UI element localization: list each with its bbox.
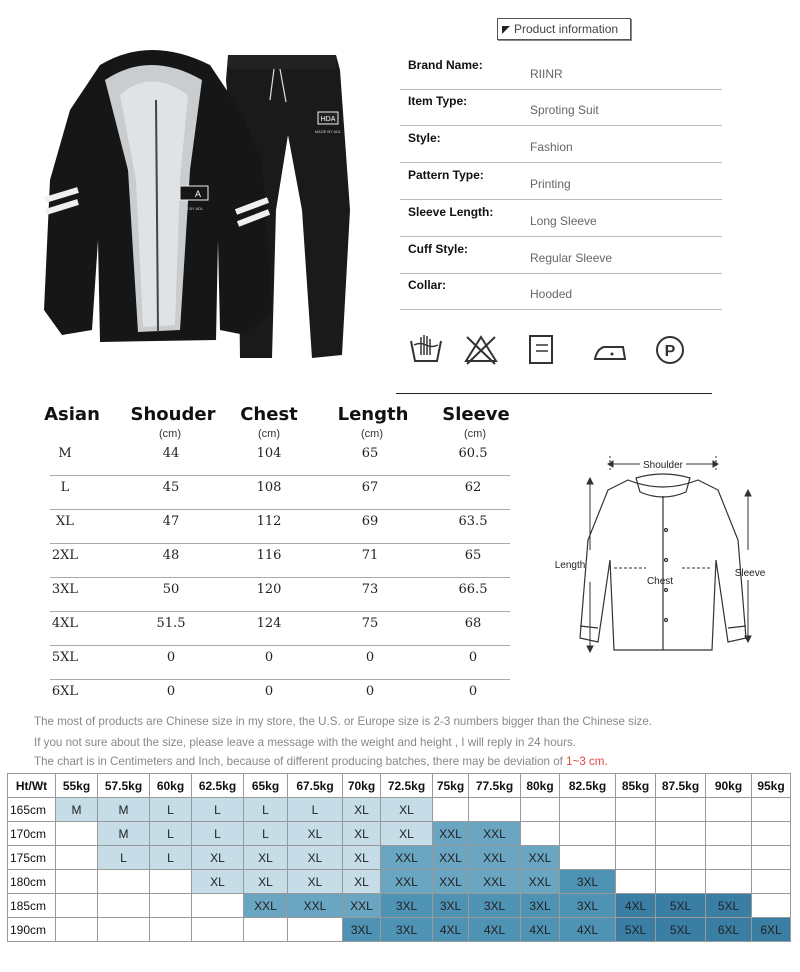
size-cell: 44	[162, 446, 180, 461]
size-recommendation-cell	[56, 870, 98, 894]
line-dry-icon	[524, 333, 560, 367]
size-recommendation-cell	[656, 798, 706, 822]
size-recommendation-cell: 4XL	[469, 918, 521, 942]
info-value: RIINR	[530, 67, 563, 81]
measurement-diagram	[548, 450, 778, 660]
info-key: Sleeve Length:	[408, 205, 494, 219]
height-row	[8, 846, 791, 870]
height-row	[8, 870, 791, 894]
size-cell: 6XL	[51, 684, 79, 699]
size-row	[50, 646, 510, 680]
weight-header: 82.5kg	[560, 774, 616, 798]
size-cell: 73	[361, 582, 379, 597]
size-recommendation-cell	[656, 822, 706, 846]
size-cell: 63.5	[458, 514, 488, 529]
size-cell: 104	[256, 446, 282, 461]
dry-clean-p-icon	[652, 333, 688, 367]
note-line-3	[34, 755, 608, 768]
weight-header: 60kg	[150, 774, 192, 798]
size-cell: 69	[361, 514, 379, 529]
size-recommendation-cell	[706, 798, 752, 822]
size-header-length: Length	[337, 404, 409, 425]
size-recommendation-cell: XL	[192, 870, 244, 894]
product-photo	[40, 40, 400, 370]
size-recommendation-cell: XXL	[433, 870, 469, 894]
info-key: Collar:	[408, 278, 447, 292]
size-cell: 3XL	[51, 582, 79, 597]
size-cell: 0	[166, 684, 176, 699]
size-recommendation-cell	[469, 798, 521, 822]
weight-header: 77.5kg	[469, 774, 521, 798]
size-recommendation-cell	[244, 918, 288, 942]
info-row-sleeve-length	[400, 201, 722, 237]
weight-header: 57.5kg	[98, 774, 150, 798]
size-recommendation-cell: XXL	[521, 846, 560, 870]
size-cell: 0	[264, 650, 274, 665]
size-recommendation-cell	[616, 846, 656, 870]
size-recommendation-cell	[752, 798, 791, 822]
size-recommendation-cell: 3XL	[560, 894, 616, 918]
size-recommendation-cell	[616, 798, 656, 822]
info-row-brand	[400, 54, 722, 90]
size-recommendation-cell	[288, 918, 343, 942]
size-recommendation-cell	[706, 846, 752, 870]
size-recommendation-cell: XL	[288, 822, 343, 846]
size-recommendation-cell	[560, 798, 616, 822]
size-recommendation-cell	[433, 798, 469, 822]
height-row	[8, 918, 791, 942]
size-recommendation-cell	[616, 822, 656, 846]
size-recommendation-cell	[56, 894, 98, 918]
height-weight-table	[7, 773, 791, 942]
size-row	[50, 442, 510, 476]
weight-header: 85kg	[616, 774, 656, 798]
weight-header: 65kg	[244, 774, 288, 798]
size-recommendation-cell: XXL	[381, 870, 433, 894]
size-recommendation-cell: 4XL	[433, 918, 469, 942]
size-recommendation-cell: 3XL	[560, 870, 616, 894]
size-recommendation-cell: 5XL	[656, 918, 706, 942]
size-header-sleeve: Sleeve	[442, 404, 510, 425]
size-cell: 50	[162, 582, 180, 597]
size-recommendation-cell: XL	[343, 798, 381, 822]
size-cell: 116	[256, 548, 282, 563]
pants-small-text: MADE BY ADL	[314, 129, 342, 134]
size-recommendation-cell	[752, 822, 791, 846]
size-recommendation-cell	[150, 894, 192, 918]
size-row	[50, 476, 510, 510]
weight-header: 75kg	[433, 774, 469, 798]
size-recommendation-cell: XXL	[469, 822, 521, 846]
size-recommendation-cell	[521, 798, 560, 822]
size-recommendation-cell	[560, 822, 616, 846]
size-recommendation-cell: XL	[288, 846, 343, 870]
iron-low-icon	[592, 333, 628, 367]
weight-header: 72.5kg	[381, 774, 433, 798]
info-value: Fashion	[530, 140, 573, 154]
size-cell: 108	[256, 480, 282, 495]
size-cell: 45	[162, 480, 180, 495]
weights-header-row	[8, 774, 791, 798]
size-recommendation-cell: XL	[343, 846, 381, 870]
size-recommendation-cell: 5XL	[656, 894, 706, 918]
size-recommendation-cell	[150, 918, 192, 942]
height-row	[8, 798, 791, 822]
size-recommendation-cell: L	[150, 822, 192, 846]
size-row	[50, 612, 510, 646]
size-recommendation-cell: XXL	[381, 846, 433, 870]
weight-header: 67.5kg	[288, 774, 343, 798]
size-unit-label: (cm)	[258, 428, 280, 440]
size-cell: 0	[365, 650, 375, 665]
info-value: Printing	[530, 177, 571, 191]
size-recommendation-cell	[656, 846, 706, 870]
size-row	[50, 578, 510, 612]
info-row-pattern-type	[400, 164, 722, 200]
size-cell: 0	[264, 684, 274, 699]
size-cell: L	[60, 480, 70, 495]
size-recommendation-cell: XL	[244, 870, 288, 894]
size-recommendation-cell: XXL	[433, 822, 469, 846]
pants-badge-text: HDA	[320, 116, 336, 123]
info-key: Brand Name:	[408, 58, 483, 72]
size-cell: 71	[361, 548, 379, 563]
size-recommendation-cell	[521, 822, 560, 846]
size-recommendation-cell: 5XL	[616, 918, 656, 942]
info-value: Sproting Suit	[530, 103, 599, 117]
size-recommendation-cell: L	[150, 798, 192, 822]
weight-header: 70kg	[343, 774, 381, 798]
size-recommendation-cell: 3XL	[343, 918, 381, 942]
note-line-2: If you not sure about the size, please leave a message with the weight and height , I will reply in 24 hours.	[34, 736, 577, 749]
size-recommendation-cell	[56, 822, 98, 846]
size-recommendation-cell: 3XL	[521, 894, 560, 918]
size-recommendation-cell: L	[150, 846, 192, 870]
size-recommendation-cell: 3XL	[433, 894, 469, 918]
size-cell: 0	[468, 684, 478, 699]
info-key: Cuff Style:	[408, 242, 468, 256]
size-recommendation-cell: L	[244, 822, 288, 846]
jacket-badge-text: A	[194, 189, 202, 199]
size-header-asian: Asian	[44, 404, 100, 425]
size-cell: 65	[464, 548, 482, 563]
size-cell: 2XL	[51, 548, 79, 563]
height-label: 185cm	[8, 894, 56, 918]
size-recommendation-cell	[752, 846, 791, 870]
size-recommendation-cell: 6XL	[706, 918, 752, 942]
size-cell: 0	[166, 650, 176, 665]
size-recommendation-cell	[56, 846, 98, 870]
corner-marker-icon	[502, 26, 510, 34]
size-unit-label: (cm)	[159, 428, 181, 440]
size-row	[50, 510, 510, 544]
size-recommendation-cell: 4XL	[521, 918, 560, 942]
weight-header: 87.5kg	[656, 774, 706, 798]
no-bleach-icon	[463, 333, 499, 367]
size-recommendation-cell	[98, 870, 150, 894]
size-recommendation-cell	[56, 918, 98, 942]
size-recommendation-cell: XL	[288, 870, 343, 894]
size-recommendation-cell: 5XL	[706, 894, 752, 918]
height-label: 180cm	[8, 870, 56, 894]
size-cell: 66.5	[458, 582, 488, 597]
info-key: Style:	[408, 131, 441, 145]
size-header-shoulder: Shouder	[130, 404, 216, 425]
size-cell: 75	[361, 616, 379, 631]
size-cell: 0	[468, 650, 478, 665]
size-recommendation-cell: XXL	[433, 846, 469, 870]
size-recommendation-cell: XXL	[343, 894, 381, 918]
info-value: Long Sleeve	[530, 214, 597, 228]
size-cell: 120	[256, 582, 282, 597]
size-unit-label: (cm)	[361, 428, 383, 440]
size-recommendation-cell	[150, 870, 192, 894]
size-row	[50, 544, 510, 578]
size-recommendation-cell	[98, 894, 150, 918]
size-cell: 62	[464, 480, 482, 495]
jacket-small-text: YOUR BY ADL	[176, 206, 204, 211]
size-recommendation-cell: 3XL	[381, 918, 433, 942]
weight-header: 62.5kg	[192, 774, 244, 798]
deviation-highlight: 1~3 cm.	[566, 755, 608, 768]
size-recommendation-cell	[192, 894, 244, 918]
note-line-3-text: The chart is in Centimeters and Inch, because of different producing batches, there may be deviation of	[34, 755, 567, 768]
weight-header: 95kg	[752, 774, 791, 798]
info-row-collar	[400, 274, 722, 310]
size-recommendation-cell: L	[244, 798, 288, 822]
product-info-title-text: Product information	[514, 22, 619, 36]
size-cell: 112	[256, 514, 282, 529]
size-cell: 60.5	[458, 446, 488, 461]
weight-header: 90kg	[706, 774, 752, 798]
diagram-chest-label: Chest	[646, 576, 674, 587]
size-row	[50, 680, 510, 714]
info-key: Pattern Type:	[408, 168, 484, 182]
size-recommendation-cell: XXL	[521, 870, 560, 894]
size-recommendation-cell: M	[98, 798, 150, 822]
size-recommendation-cell: 3XL	[469, 894, 521, 918]
size-recommendation-cell	[752, 894, 791, 918]
size-recommendation-cell: 6XL	[752, 918, 791, 942]
weight-header: 80kg	[521, 774, 560, 798]
size-cell: 65	[361, 446, 379, 461]
height-label: 175cm	[8, 846, 56, 870]
size-recommendation-cell: L	[98, 846, 150, 870]
size-recommendation-cell: XL	[381, 822, 433, 846]
size-cell: 124	[256, 616, 282, 631]
size-recommendation-cell: XXL	[469, 870, 521, 894]
height-label: 165cm	[8, 798, 56, 822]
size-recommendation-cell: XXL	[288, 894, 343, 918]
size-cell: 0	[365, 684, 375, 699]
size-recommendation-cell	[192, 918, 244, 942]
size-recommendation-cell: 3XL	[381, 894, 433, 918]
corner-header: Ht/Wt	[8, 774, 56, 798]
height-row	[8, 822, 791, 846]
size-recommendation-cell	[98, 918, 150, 942]
hand-wash-icon	[408, 333, 444, 367]
size-cell: 5XL	[51, 650, 79, 665]
size-recommendation-cell: XL	[343, 822, 381, 846]
height-row	[8, 894, 791, 918]
size-recommendation-cell	[706, 870, 752, 894]
size-recommendation-cell: XL	[381, 798, 433, 822]
size-cell: 51.5	[156, 616, 186, 631]
size-recommendation-cell	[752, 870, 791, 894]
size-recommendation-cell: 4XL	[616, 894, 656, 918]
section-divider	[396, 393, 712, 394]
size-cell: M	[58, 446, 72, 461]
info-row-style	[400, 127, 722, 163]
size-recommendation-cell: L	[192, 798, 244, 822]
diagram-shoulder-label: Shoulder	[642, 460, 684, 471]
size-header-chest: Chest	[240, 404, 298, 425]
height-label: 190cm	[8, 918, 56, 942]
note-line-1: The most of products are Chinese size in my store, the U.S. or Europe size is 2-3 numbers bigger than the Chinese size.	[34, 715, 652, 728]
size-cell: 48	[162, 548, 180, 563]
weight-header: 55kg	[56, 774, 98, 798]
size-recommendation-cell: 4XL	[560, 918, 616, 942]
info-row-cuff-style	[400, 238, 722, 274]
svg-text:P: P	[664, 343, 676, 360]
size-recommendation-cell: XXL	[244, 894, 288, 918]
info-value: Hooded	[530, 287, 573, 301]
product-info-title	[497, 18, 631, 40]
info-key: Item Type:	[408, 94, 468, 108]
size-cell: 47	[162, 514, 180, 529]
size-recommendation-cell	[706, 822, 752, 846]
size-recommendation-cell: XL	[244, 846, 288, 870]
height-label: 170cm	[8, 822, 56, 846]
diagram-length-label: Length	[554, 560, 586, 571]
size-recommendation-cell	[560, 846, 616, 870]
size-recommendation-cell: L	[192, 822, 244, 846]
size-recommendation-cell: L	[288, 798, 343, 822]
info-value: Regular Sleeve	[530, 251, 613, 265]
size-recommendation-cell	[616, 870, 656, 894]
size-unit-label: (cm)	[464, 428, 486, 440]
size-recommendation-cell: XL	[192, 846, 244, 870]
size-cell: XL	[56, 514, 74, 529]
size-recommendation-cell: XL	[343, 870, 381, 894]
size-recommendation-cell: M	[56, 798, 98, 822]
size-recommendation-cell	[656, 870, 706, 894]
diagram-sleeve-label: Sleeve	[734, 568, 766, 579]
size-cell: 68	[464, 616, 482, 631]
info-row-item-type	[400, 90, 722, 126]
size-cell: 4XL	[51, 616, 79, 631]
size-recommendation-cell: XXL	[469, 846, 521, 870]
size-recommendation-cell: M	[98, 822, 150, 846]
size-cell: 67	[361, 480, 379, 495]
